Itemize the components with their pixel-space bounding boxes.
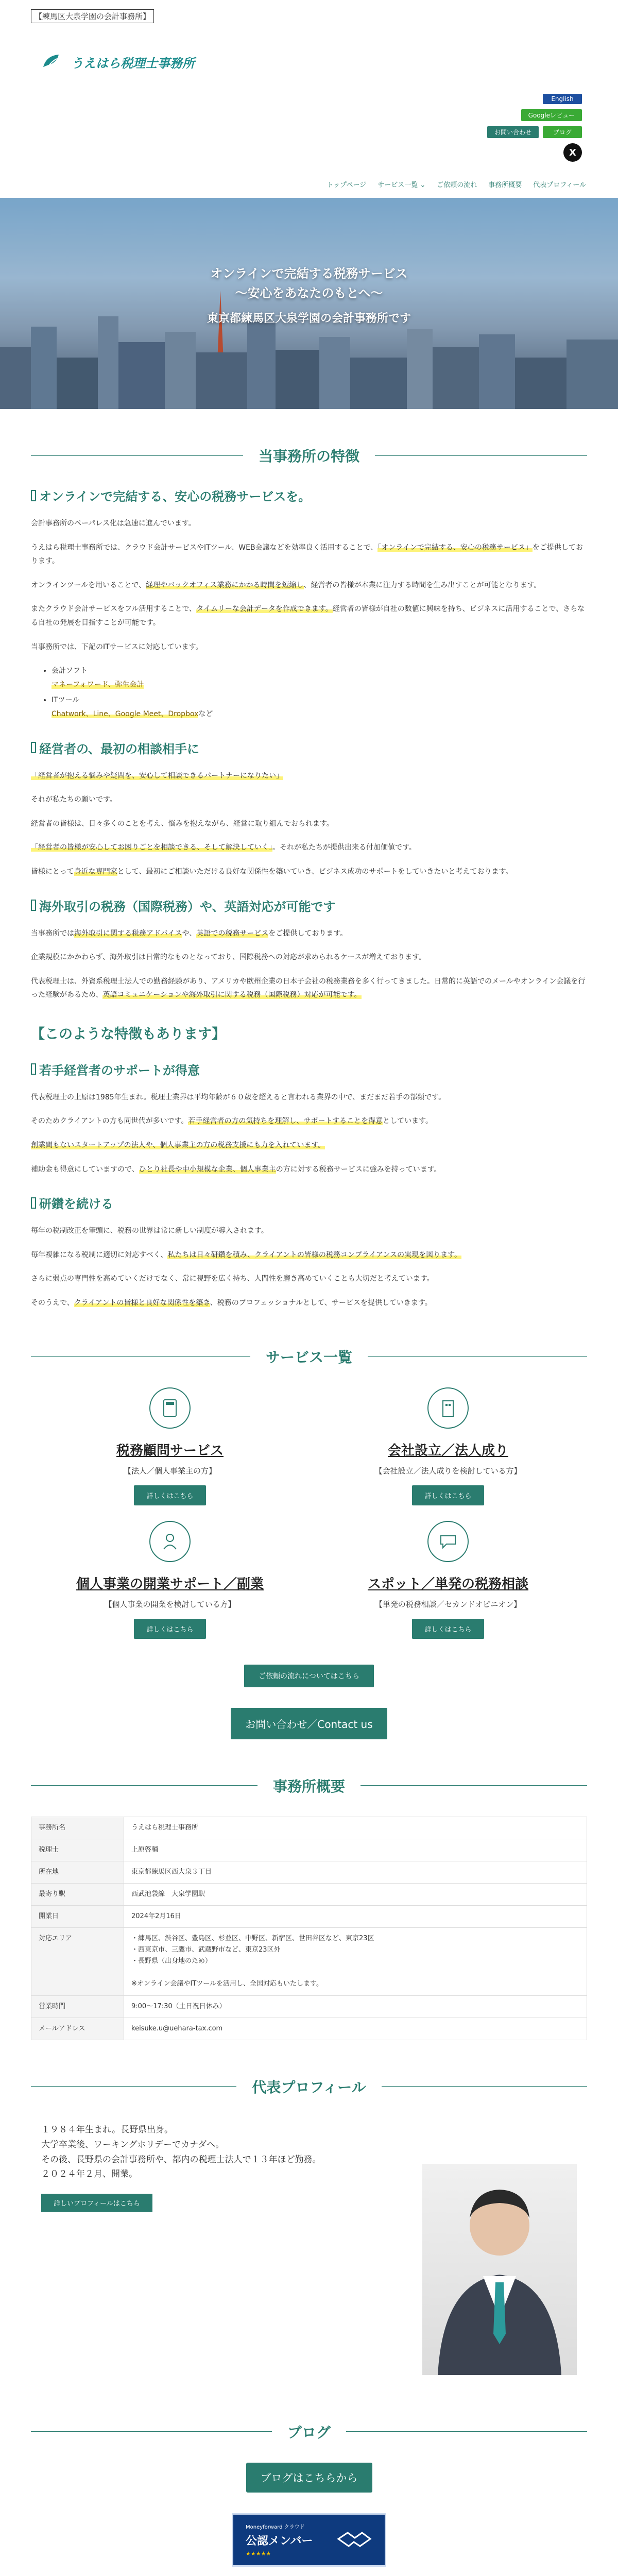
feature-1-p4: またクラウド会計サービスをフル活用することで、タイムリーな会計データを作成できます。経営者の皆様が自社の数値に興味を持ち、ビジネスに活用することで、さらなる自社の発展を目指すことが可能です。 <box>31 605 585 627</box>
hero-line-2: 〜安心をあなたのもとへ〜 <box>235 286 383 301</box>
feature-2-p2: それが私たちの願いです。 <box>31 795 117 804</box>
list-item: • 会計ソフト マネーフォワード、弥生会計 <box>52 664 587 691</box>
feature-5-p1: 毎年の税制改正を筆頭に、税務の世界は常に新しい制度が導入されます。 <box>31 1227 268 1235</box>
overview-table <box>31 1817 587 2040</box>
feature-5-heading: 研鑽を続ける <box>31 1194 587 1212</box>
service-detail-button[interactable]: 詳しくはこちら <box>412 1485 484 1505</box>
service-desc: 【単発の税務相談／セカンドオピニオン】 <box>374 1599 522 1609</box>
feature-2-p3: 経営者の皆様は、日々多くのことを考え、悩みを抱えながら、経営に取り組んでおられます。 <box>31 819 334 828</box>
google-review-button[interactable]: Googleレビュー <box>521 109 582 121</box>
it-services-list <box>52 664 587 721</box>
feature-5-p2: 毎年複雑になる税制に適切に対応すべく、私たちは日々研鑽を積み、クライアントの皆様の税務コンプライアンスの実現を図ります。 <box>31 1250 461 1259</box>
feature-3-p3: 代表税理士は、外資系税理士法人での勤務経験があり、アメリカや欧州企業の日本子会社の税務業務を多く行ってきました。日常的に英語でのメールやオンライン会議を行った経験があるため、英語コミュニケーションや海外取引に関する税務（国際税務）対応が可能です。 <box>31 977 586 999</box>
header-buttons <box>487 94 582 162</box>
services-grid <box>31 1387 587 1639</box>
feature-4-p3: 創業間もないスタートアップの法人や、個人事業主の方の税務支援にも力を入れています。 <box>31 1141 325 1150</box>
overview-section-title: 事務所概要 <box>31 1775 587 1796</box>
feature-5-p4: そのうえで、クライアントの皆様と良好な関係性を築き、税務のプロフェッショナルとして、サービスを提供していきます。 <box>31 1299 432 1308</box>
service-detail-button[interactable]: 詳しくはこちら <box>412 1619 484 1639</box>
services-section-title: サービス一覧 <box>31 1346 587 1367</box>
list-item: • ITツール Chatwork、Line、Google Meet、Dropboxなど <box>52 693 587 721</box>
english-button[interactable]: English <box>543 94 582 104</box>
table-row: メールアドレス keisuke.u@uehara-tax.com <box>31 2018 587 2040</box>
service-desc: 【法人／個人事業主の方】 <box>123 1466 216 1476</box>
service-detail-button[interactable]: 詳しくはこちら <box>134 1485 205 1505</box>
profile-block <box>31 2117 587 2385</box>
service-title[interactable]: 会社設立／法人成り <box>387 1443 508 1459</box>
handshake-icon <box>336 2529 372 2551</box>
profile-detail-button[interactable]: 詳しいプロフィールはこちら <box>41 2194 152 2212</box>
table-row: 開業日 2024年2月16日 <box>31 1906 587 1928</box>
profile-text: １９８４年生まれ。長野県出身。 大学卒業後、ワーキングホリデーでカナダへ。 その後、長野県の会計事務所や、都内の税理士法人で１３年ほど勤務。 ２０２４年２月、開業。 <box>41 2124 321 2180</box>
feature-2-heading: 経営者の、最初の相談相手に <box>31 739 587 757</box>
table-row: 対応エリア ・練馬区、渋谷区、豊島区、杉並区、中野区、新宿区、世田谷区など、東京23区 ・西東京市、三鷹市、武蔵野市など、東京23区外 ・長野県（出身地のため） ※オンライン会議やITツールを活用し、全国対応もいたします。 <box>31 1928 587 1995</box>
feature-1-p3: オンラインツールを用いることで、経理やバックオフィス業務にかかる時間を短縮し、経営者の皆様が本業に注力する時間を生み出すことが可能となります。 <box>31 581 541 589</box>
profile-section-title: 代表プロフィール <box>31 2076 587 2097</box>
contact-button[interactable]: お問い合わせ／Contact us <box>231 1708 387 1739</box>
feature-1-p5: 当事務所では、下記のITサービスに対応しています。 <box>31 642 203 651</box>
feature-4-heading: 若手経営者のサポートが得意 <box>31 1060 587 1078</box>
page-header <box>0 0 618 189</box>
hero-line-3: 東京都練馬区大泉学園の会計事務所です <box>207 312 411 325</box>
moneyforward-member-badge[interactable]: Moneyforward クラウド 公認メンバー ★★★★★ <box>232 2513 386 2567</box>
nav-services[interactable]: サービス一覧 ⌄ <box>377 181 426 189</box>
service-desc: 【会社設立／法人成りを検討している方】 <box>374 1466 522 1476</box>
feature-1-p1: 会計事務所のペーパレス化は急速に進んでいます。 <box>31 519 196 528</box>
feature-3-heading: 海外取引の税務（国際税務）や、英語対応が可能です <box>31 896 587 914</box>
table-row: 税理士 上原啓輔 <box>31 1839 587 1861</box>
feature-1-p2: うえはら税理士事務所では、クラウド会計サービスやITツール、WEB会議などを効率良く活用することで、「オンラインで完結する、安心の税務サービス」をご提供しております。 <box>31 543 583 566</box>
feature-1-heading: オンラインで完結する、安心の税務サービスを。 <box>31 486 587 504</box>
special-heading: 【このような特徴もあります】 <box>31 1026 226 1042</box>
feature-4-p2: そのためクライアントの方も同世代が多いです。若手経営者の方の気持ちを理解し、サポートすることを得意としています。 <box>31 1117 433 1126</box>
chat-icon <box>427 1521 469 1562</box>
feature-2-p5: 皆様にとって身近な専門家として、最初にご相談いただける良好な関係性を築いていき、ビジネス成功のサポートをしていきたいと考えております。 <box>31 867 513 876</box>
flow-button[interactable]: ご依頼の流れについてはこちら <box>244 1665 374 1687</box>
feature-3-p1: 当事務所では海外取引に関する税務アドバイスや、英語での税務サービスをご提供しております。 <box>31 929 348 938</box>
calculator-icon <box>149 1387 191 1429</box>
service-title[interactable]: 個人事業の開業サポート／副業 <box>76 1576 264 1592</box>
logo-text: うえはら税理士事務所 <box>71 56 195 71</box>
hero-line-1: オンラインで完結する税務サービス <box>210 266 408 281</box>
feature-4-p1: 代表税理士の上原は1985年生まれ。税理士業界は平均年齢が６０歳を超えると言われる業界の中で、まだまだ若手の部類です。 <box>31 1093 446 1101</box>
feature-5-p3: さらに弱点の専門性を高めていくだけでなく、常に視野を広く持ち、人間性を磨き高めていくことも大切だと考えています。 <box>31 1275 434 1283</box>
feature-3-p2: 企業規模にかかわらず、海外取引は日常的なものとなっており、国際税務への対応が求められるケースが増えております。 <box>31 953 426 962</box>
nav-overview[interactable]: 事務所概要 <box>488 181 522 189</box>
service-title[interactable]: 税務顧問サービス <box>116 1443 224 1459</box>
contact-button-wrap <box>0 1708 618 1739</box>
site-logo[interactable] <box>41 52 195 72</box>
blog-section-title: ブログ <box>31 2421 587 2442</box>
person-icon <box>149 1521 191 1562</box>
features-section-title: 当事務所の特徴 <box>31 445 587 466</box>
hero-text <box>0 264 618 328</box>
nav-top[interactable]: トップページ <box>327 181 367 189</box>
features-content <box>0 486 618 1310</box>
main-nav <box>327 179 586 189</box>
service-title[interactable]: スポット／単発の税務相談 <box>367 1576 528 1592</box>
table-row: 所在地 東京都練馬区西大泉３丁目 <box>31 1861 587 1883</box>
hero-banner <box>0 198 618 409</box>
service-detail-button[interactable]: 詳しくはこちら <box>134 1619 205 1639</box>
service-card-sole-proprietor <box>31 1521 309 1639</box>
nav-profile[interactable]: 代表プロフィール <box>533 181 586 189</box>
feature-2-p1: 「経営者が抱える悩みや疑問を、安心して相談できるパートナーになりたい」 <box>31 771 283 780</box>
service-card-incorporation <box>309 1387 587 1505</box>
nav-flow[interactable]: ご依頼の流れ <box>437 181 477 189</box>
service-card-spot-consult <box>309 1521 587 1639</box>
blog-button[interactable]: ブログはこちらから <box>246 2463 372 2493</box>
feature-4-p4: 補助金も得意にしていますので、ひとり社長や中小規模な企業、個人事業主の方に対する税務サービスに強みを持っています。 <box>31 1165 441 1174</box>
table-row: 最寄り駅 西武池袋線 大泉学園駅 <box>31 1883 587 1905</box>
feature-2-p4: 「経営者の皆様が安心してお困りごとを相談できる、そして解決していく」。それが私たちが提供出来る付加価値です。 <box>31 843 416 852</box>
service-desc: 【個人事業の開業を検討している方】 <box>104 1599 236 1609</box>
profile-photo <box>422 2164 577 2375</box>
table-row: 営業時間 9:00〜17:30（土日祝日休み） <box>31 1995 587 2018</box>
x-social-icon[interactable]: X <box>563 143 582 162</box>
table-row: 事務所名 うえはら税理士事務所 <box>31 1817 587 1839</box>
contact-header-button[interactable]: お問い合わせ <box>487 126 539 138</box>
logo-leaf-icon <box>41 52 62 72</box>
blog-button-wrap <box>0 2463 618 2513</box>
email-link[interactable]: keisuke.u@uehara-tax.com <box>124 2018 587 2040</box>
header-tag: 【練馬区大泉学園の会計事務所】 <box>31 9 154 23</box>
flow-button-wrap <box>0 1639 618 1708</box>
blog-header-button[interactable]: ブログ <box>543 126 582 138</box>
service-card-tax-advisory <box>31 1387 309 1505</box>
building-icon <box>427 1387 469 1429</box>
